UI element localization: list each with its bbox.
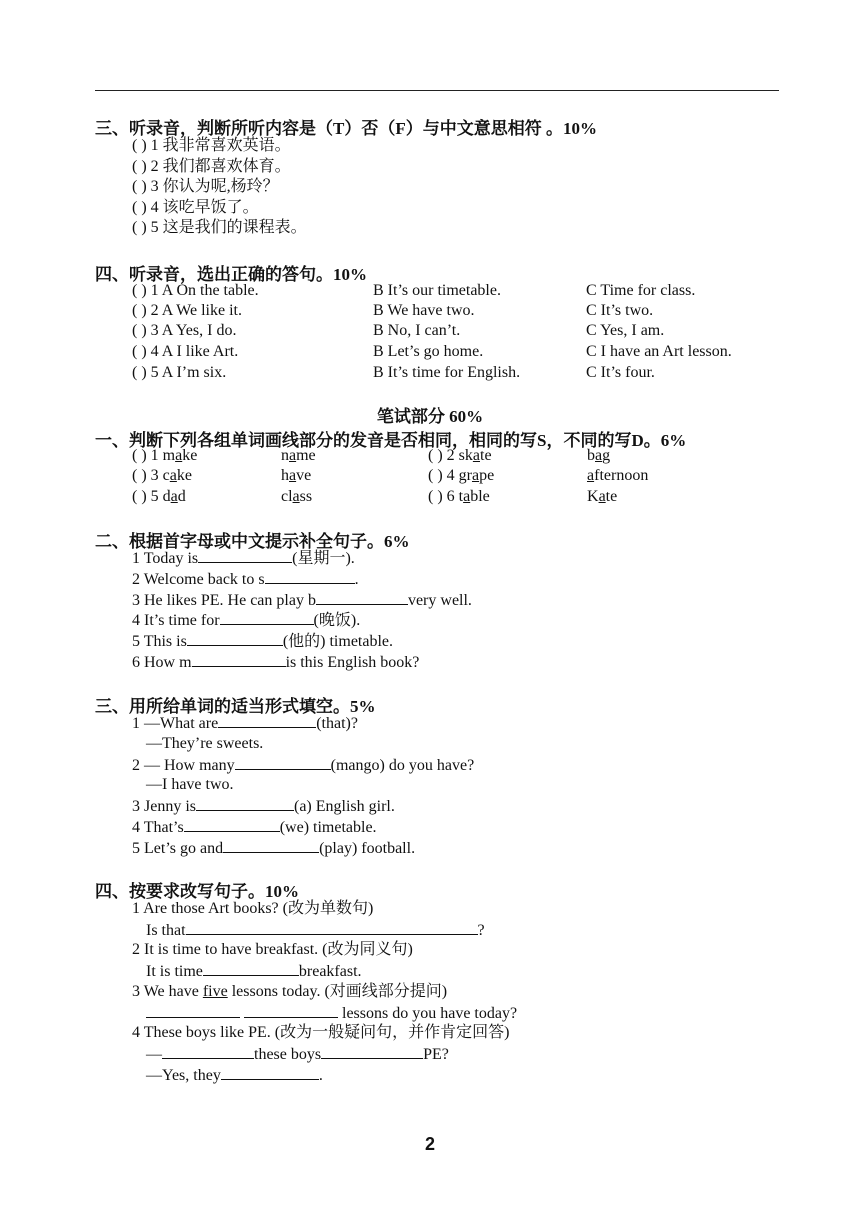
- sentence: 3 Jenny is (a) English girl.: [132, 798, 395, 815]
- answer-blank[interactable]: [221, 1065, 319, 1080]
- answer-blank[interactable]: [218, 713, 316, 728]
- list-item: ( ) 3 你认为呢,杨玲？: [132, 178, 279, 195]
- answer-blank[interactable]: [187, 631, 283, 646]
- page-number: 2: [424, 1134, 435, 1154]
- sentence: 4 That’s (we) timetable.: [132, 819, 377, 836]
- word-item: name: [281, 447, 316, 464]
- option-b: B It’s time for English.: [373, 364, 521, 381]
- word-item: Kate: [587, 488, 618, 505]
- sentence: —I have two.: [146, 776, 234, 793]
- question: 1 Are those Art books? (改为单数句): [132, 900, 374, 917]
- written-part-title: 笔试部分 60%: [376, 407, 484, 426]
- section-title: 四、按要求改写句子。10%: [95, 882, 299, 901]
- answer-blank[interactable]: [220, 610, 314, 625]
- sentence: lessons do you have today?: [146, 1003, 517, 1024]
- word-item: ( ) 1 make: [132, 447, 198, 464]
- section-title: 三、用所给单词的适当形式填空。5%: [95, 697, 376, 716]
- option-b: B We have two.: [373, 302, 475, 319]
- option-b: B No, I can’t.: [373, 322, 461, 339]
- list-item: ( ) 4 该吃早饭了。: [132, 199, 259, 216]
- header-rule: [95, 90, 779, 91]
- list-item: ( ) 5 这是我们的课程表。: [132, 219, 307, 236]
- answer-blank[interactable]: [192, 652, 286, 667]
- section-title: 三、听录音，判断所听内容是（T）否（F）与中文意思相符 。10%: [95, 119, 597, 138]
- answer-blank[interactable]: [196, 796, 294, 811]
- question: 3 We have five lessons today. (对画线部分提问): [132, 983, 448, 1000]
- option-b: B Let’s go home.: [373, 343, 484, 360]
- section-title: 一、判断下列各组单词画线部分的发音是否相同，相同的写S，不同的写D。6%: [95, 431, 687, 450]
- sentence: 2 Welcome back to s .: [132, 571, 359, 588]
- option-c: C It’s two.: [586, 302, 654, 319]
- answer-blank[interactable]: [203, 961, 299, 976]
- answer-blank[interactable]: [162, 1044, 254, 1059]
- option-a: ( ) 5 A I’m six.: [132, 364, 227, 381]
- option-a: ( ) 2 A We like it.: [132, 302, 242, 319]
- answer-blank[interactable]: [321, 1044, 423, 1059]
- word-item: ( ) 3 cake: [132, 467, 192, 484]
- sentence: 1 Today is (星期一).: [132, 550, 355, 567]
- answer-blank[interactable]: [198, 548, 292, 563]
- answer-blank[interactable]: [265, 569, 355, 584]
- word-item: bag: [587, 447, 611, 464]
- word-item: ( ) 2 skate: [428, 447, 492, 464]
- word-item: have: [281, 467, 312, 484]
- option-c: C Yes, I am.: [586, 322, 665, 339]
- sentence: Is that ?: [146, 922, 485, 939]
- word-item: ( ) 6 table: [428, 488, 490, 505]
- answer-blank[interactable]: [146, 1003, 240, 1018]
- sentence: 3 He likes PE. He can play b very well.: [132, 592, 472, 609]
- sentence: 2 — How many (mango) do you have?: [132, 757, 475, 774]
- word-item: ( ) 5 dad: [132, 488, 186, 505]
- option-b: B It’s our timetable.: [373, 282, 501, 299]
- sentence: —Yes, they .: [146, 1067, 323, 1084]
- answer-blank[interactable]: [235, 755, 331, 770]
- question: 4 These boys like PE. (改为一般疑问句，并作肯定回答): [132, 1024, 510, 1041]
- sentence: — these boys PE?: [146, 1046, 449, 1063]
- answer-blank[interactable]: [223, 838, 319, 853]
- option-c: C It’s four.: [586, 364, 655, 381]
- answer-blank[interactable]: [184, 817, 280, 832]
- sentence: 5 This is (他的) timetable.: [132, 633, 394, 650]
- sentence: 4 It’s time for (晚饭).: [132, 612, 361, 629]
- option-a: ( ) 1 A On the table.: [132, 282, 259, 299]
- list-item: ( ) 2 我们都喜欢体育。: [132, 158, 291, 175]
- question: 2 It is time to have breakfast. (改为同义句): [132, 941, 413, 958]
- option-a: ( ) 3 A Yes, I do.: [132, 322, 237, 339]
- answer-blank[interactable]: [316, 590, 408, 605]
- sentence: 6 How m is this English book?: [132, 654, 420, 671]
- word-item: afternoon: [587, 467, 649, 484]
- option-c: C Time for class.: [586, 282, 696, 299]
- section-title: 四、听录音，选出正确的答句。10%: [95, 265, 367, 284]
- list-item: ( ) 1 我非常喜欢英语。: [132, 137, 291, 154]
- word-item: ( ) 4 grape: [428, 467, 495, 484]
- section-title: 二、根据首字母或中文提示补全句子。6%: [95, 532, 410, 551]
- sentence: 5 Let’s go and (play) football.: [132, 840, 416, 857]
- sentence: 1 —What are (that)?: [132, 715, 358, 732]
- sentence: —They’re sweets.: [146, 735, 264, 752]
- option-c: C I have an Art lesson.: [586, 343, 732, 360]
- option-a: ( ) 4 A I like Art.: [132, 343, 239, 360]
- sentence: It is time breakfast.: [146, 963, 362, 980]
- answer-blank[interactable]: [244, 1003, 338, 1018]
- answer-blank[interactable]: [186, 920, 478, 935]
- word-item: class: [281, 488, 313, 505]
